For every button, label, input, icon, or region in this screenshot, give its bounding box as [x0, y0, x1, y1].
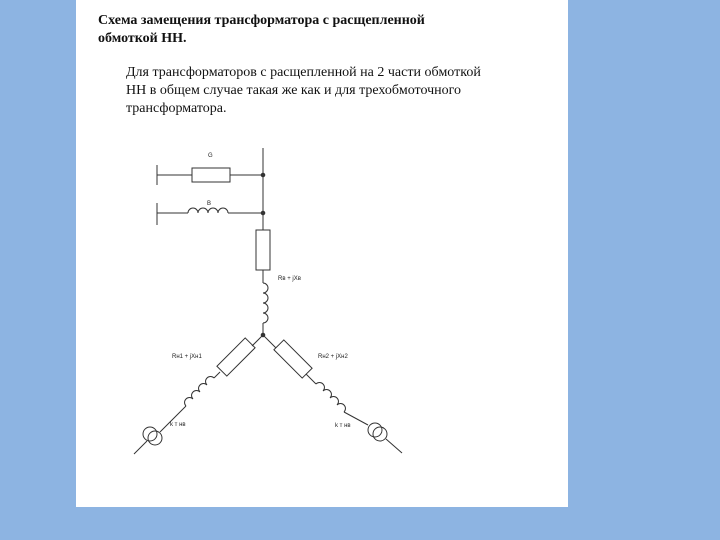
- label-rv: Rв + jXв: [278, 276, 301, 282]
- lv1-inductor: [185, 377, 214, 406]
- label-k1: k т нв: [170, 422, 186, 428]
- hv-winding-branch: [256, 148, 270, 337]
- lv1-resistor: [217, 338, 255, 376]
- body-line-1: Для трансформаторов с расщепленной на 2 части обмоткой: [126, 65, 481, 80]
- title-line-2: обмоткой НН.: [98, 31, 187, 46]
- body-line-3: трансформатора.: [126, 101, 227, 116]
- lv2-resistor: [274, 340, 312, 378]
- lv2-winding-branch: [263, 335, 402, 453]
- label-rn1: Rн1 + jXн1: [172, 354, 202, 360]
- lv2-inductor: [316, 383, 345, 412]
- label-b: B: [207, 201, 212, 207]
- label-k2: k т нв: [335, 423, 351, 429]
- label-g: G: [208, 153, 213, 159]
- susceptance-b-branch: [157, 208, 265, 215]
- hv-inductor: [263, 283, 268, 323]
- label-rn2: Rн2 + jXн2: [318, 354, 348, 360]
- conductance-g-branch: [157, 168, 265, 182]
- hv-resistor: [256, 230, 270, 270]
- title-line-1: Схема замещения трансформатора с расщепленной: [98, 13, 425, 28]
- body-line-2: НН в общем случае такая же как и для трехобмоточного: [126, 83, 462, 98]
- lv2-ideal-transformer: [368, 423, 387, 441]
- lv1-winding-branch: [134, 335, 263, 454]
